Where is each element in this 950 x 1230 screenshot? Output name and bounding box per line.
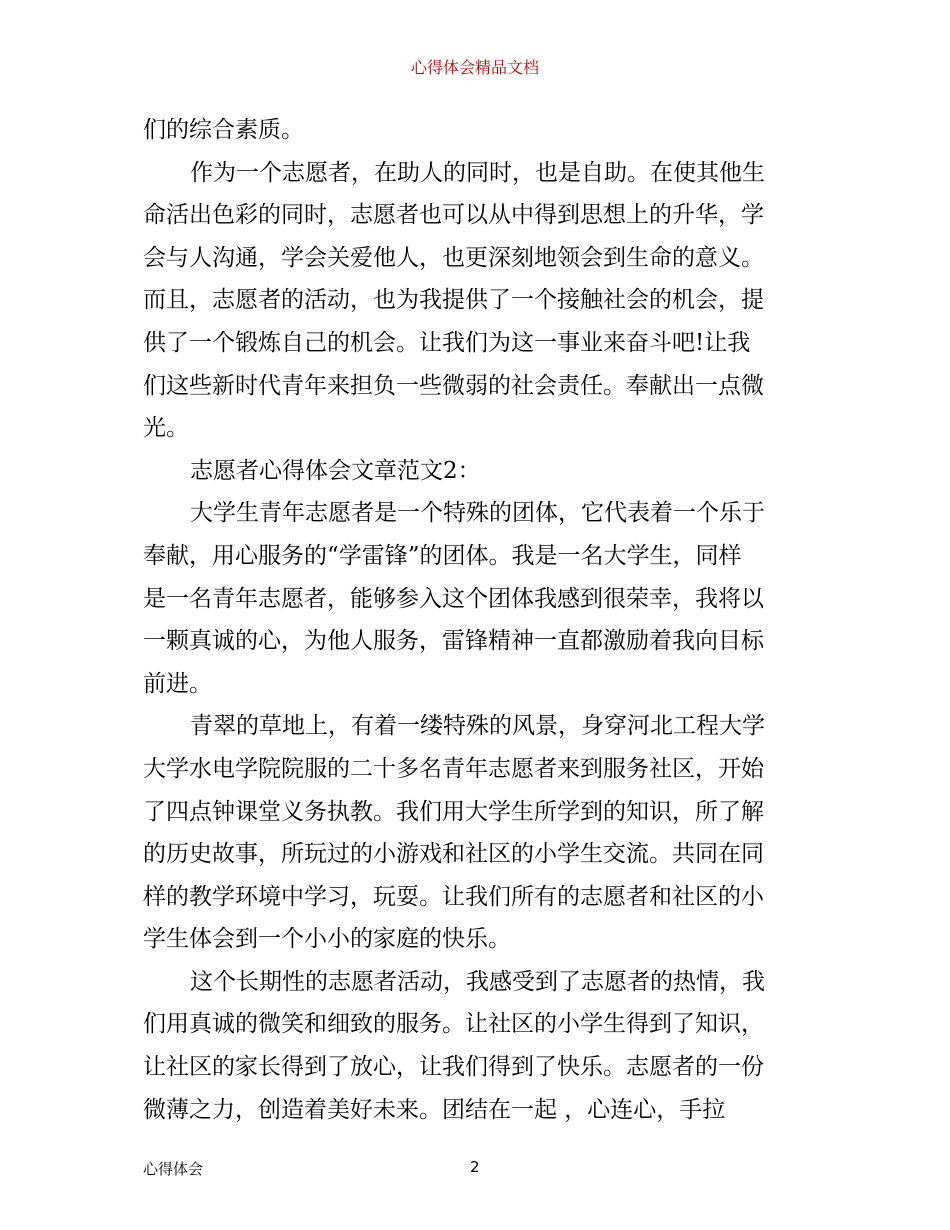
page-header: 心得体会精品文档 xyxy=(410,58,539,77)
text-line: 们这些新时代青年来担负一些微弱的社会责任。奉献出一点微 xyxy=(143,372,764,399)
body-text xyxy=(143,109,823,1131)
footer-label: 心得体会 xyxy=(143,1160,204,1178)
text-line: 供了一个锻炼自己的机会。让我们为这一事业来奋斗吧!让我 xyxy=(143,329,751,356)
page-footer xyxy=(143,1158,823,1178)
text-line: 是一名青年志愿者，能够参入这个团体我感到很荣幸，我将以 xyxy=(143,585,764,612)
text-line: 志愿者心得体会文章范文2： xyxy=(190,457,481,484)
text-line: 光。 xyxy=(143,415,189,442)
text-line: 学生体会到一个小小的家庭的快乐。 xyxy=(143,926,511,953)
text-line: 前进。 xyxy=(143,670,212,697)
text-line: 的历史故事，所玩过的小游戏和社区的小学生交流。共同在同 xyxy=(143,841,764,868)
text-line: 命活出色彩的同时，志愿者也可以从中得到思想上的升华，学 xyxy=(143,202,764,229)
text-line: 会与人沟通，学会关爱他人，也更深刻地领会到生命的意义。 xyxy=(143,244,764,271)
text-line: 让社区的家长得到了放心，让我们得到了快乐。志愿者的一份 xyxy=(143,1054,764,1081)
text-line: 而且，志愿者的活动，也为我提供了一个接触社会的机会，提 xyxy=(143,287,764,314)
text-line: 青翠的草地上，有着一缕特殊的风景，身穿河北工程大学 xyxy=(190,713,765,740)
text-line: 了四点钟课堂义务执教。我们用大学生所学到的知识，所了解 xyxy=(143,798,764,825)
text-line: 这个长期性的志愿者活动，我感受到了志愿者的热情，我 xyxy=(190,968,765,995)
text-line: 大学生青年志愿者是一个特殊的团体，它代表着一个乐于 xyxy=(190,500,765,527)
text-line: 大学水电学院院服的二十多名青年志愿者来到服务社区，开始 xyxy=(143,755,764,782)
text-line: 们的综合素质。 xyxy=(143,117,304,143)
text-line: 微薄之力，创造着美好未来。团结在一起 ，心连心，手拉 xyxy=(143,1096,726,1123)
text-line: 一颗真诚的心，为他人服务，雷锋精神一直都激励着我向目标 xyxy=(143,628,764,655)
text-line: 样的教学环境中学习，玩耍。让我们所有的志愿者和社区的小 xyxy=(143,883,764,910)
page-number: 2 xyxy=(470,1158,480,1176)
text-line: 作为一个志愿者，在助人的同时，也是自助。在使其他生 xyxy=(190,159,765,186)
text-line: 们用真诚的微笑和细致的服务。让社区的小学生得到了知识， xyxy=(143,1011,764,1038)
text-line: 奉献，用心服务的“学雷锋”的团体。我是一名大学生，同样 xyxy=(143,542,742,569)
